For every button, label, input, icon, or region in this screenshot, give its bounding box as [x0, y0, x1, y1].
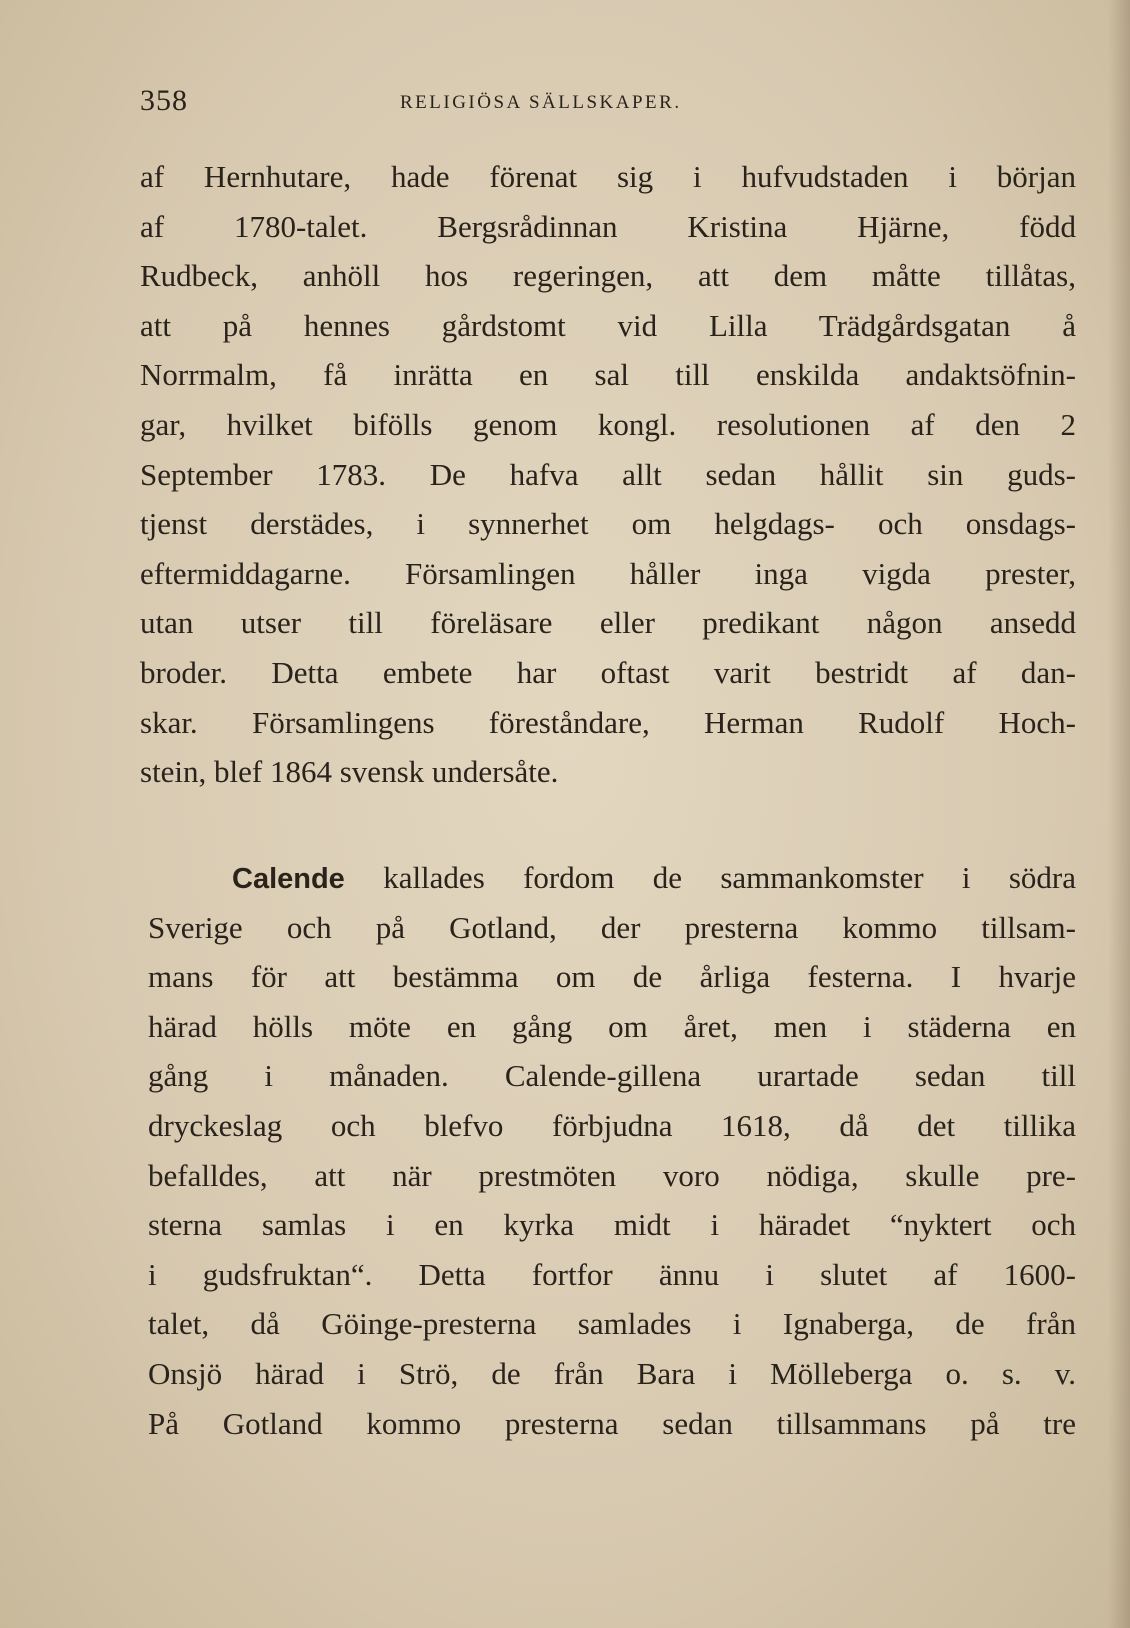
text-line: härad hölls möte en gång om året, men i städerna en [148, 1008, 1076, 1044]
text-line: dryckeslag och blefvo förbjudna 1618, då det tillika [148, 1107, 1076, 1143]
text-line: talet, då Göinge-presterna samlades i Ignaberga, de från [148, 1306, 1076, 1342]
text-line: tjenst derstädes, i synnerhet om helgdags- och onsdags- [140, 506, 1076, 542]
text-line: Rudbeck, anhöll hos regeringen, att dem måtte tillåtas, [140, 258, 1076, 294]
text-line: att på hennes gårdstomt vid Lilla Trädgårdsgatan å [140, 307, 1076, 343]
entry-term: Calende [232, 863, 345, 895]
text-line: gar, hvilket bifölls genom kongl. resolutionen af den 2 [140, 406, 1076, 442]
text-line: befalldes, att när prestmöten voro nödiga, skulle pre- [148, 1157, 1076, 1193]
page-number: 358 [140, 84, 188, 117]
text-line: broder. Detta embete har oftast varit bestridt af dan- [140, 654, 1076, 690]
text-line: af Hernhutare, hade förenat sig i hufvudstaden i början [140, 159, 1076, 194]
running-title: RELIGIÖSA SÄLLSKAPER. [400, 92, 682, 113]
paragraph-calende [148, 853, 1076, 1448]
text-line: utan utser till föreläsare eller predikant någon ansedd [140, 605, 1076, 641]
text-line-first [148, 853, 1076, 903]
paragraph-hernhutare [140, 152, 1076, 797]
text-line: af 1780-talet. Bergsrådinnan Kristina Hjärne, född [140, 208, 1076, 244]
entry-first-line-text: kallades fordom de sammankomster i södra [383, 860, 1076, 895]
text-line: i gudsfruktan“. Detta fortfor ännu i slutet af 1600- [148, 1256, 1076, 1292]
text-line: Sverige och på Gotland, der presterna kommo tillsam- [148, 909, 1076, 945]
text-line: På Gotland kommo presterna sedan tillsammans på tre [148, 1405, 1076, 1441]
text-line: September 1783. De hafva allt sedan hållit sin guds- [140, 456, 1076, 492]
page-edge-shadow [1108, 0, 1130, 1628]
text-line: Onsjö härad i Strö, de från Bara i Mölleberga o. s. v. [148, 1355, 1076, 1391]
text-line: mans för att bestämma om de årliga festerna. I hvarje [148, 959, 1076, 995]
text-line: eftermiddagarne. Församlingen håller inga vigda prester, [140, 555, 1076, 591]
page-header [140, 84, 1040, 124]
text-line: sterna samlas i en kyrka midt i häradet “nyktert och [148, 1207, 1076, 1243]
text-line: skar. Församlingens föreståndare, Herman Rudolf Hoch- [140, 704, 1076, 740]
text-line: stein, blef 1864 svensk undersåte. [140, 754, 559, 790]
text-line: gång i månaden. Calende-gillena urartade sedan till [148, 1058, 1076, 1094]
text-line: Norrmalm, få inrätta en sal till enskilda andaktsöfnin- [140, 357, 1076, 393]
